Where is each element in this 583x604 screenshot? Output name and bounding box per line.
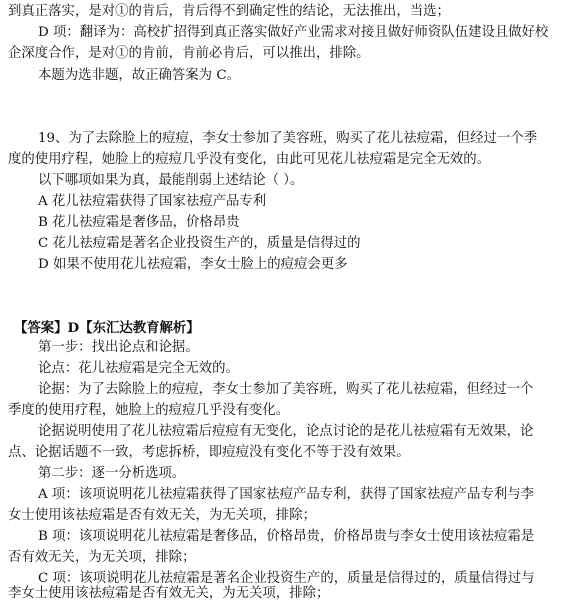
option-c: C 花儿祛痘霜是著名企业投资生产的，质量是信得过的 [38,236,361,251]
answer-heading: 【答案】D【东汇达教育解析】 [14,320,200,336]
prev-analysis-conclusion: 本题为选非题，故正确答案为 C。 [38,68,240,83]
question-stem: 19、为了去除脸上的痘痘，李女士参加了美容班，购买了花儿祛痘霜，但经过一个季 [38,131,538,146]
option-a: A 花儿祛痘霜获得了国家祛痘产品专利 [38,194,267,209]
analysis-step-2: 第二步：逐一分析选项。 [38,466,186,481]
analysis-claim: 论点：花儿祛痘霜是完全无效的。 [38,361,239,376]
option-d: D 如果不使用花儿祛痘霜，李女士脸上的痘痘会更多 [38,257,348,272]
analysis-step-1: 第一步：找出论点和论据。 [38,340,199,355]
analysis-explanation: 点、论据话题不一致，考虑拆桥，即痘痘没有变化不等于没有效果。 [8,445,410,460]
analysis-option-c: C 项：该项说明花儿祛痘霜是著名企业投资生产的，质量是信得过的，质量信得过与 [38,571,535,586]
prev-analysis-line: 企深度合作，是对①的肯前，肯前必肯后，可以推出，排除。 [8,46,370,61]
analysis-option-b: B 项：该项说明花儿祛痘霜是奢侈品，价格昂贵，价格昂贵与李女士使用该祛痘霜是 [38,529,535,544]
analysis-explanation: 论据说明使用了花儿祛痘霜后痘痘有无变化，论点讨论的是花儿祛痘霜有无效果，论 [38,424,534,439]
question-prompt: 以下哪项如果为真，最能削弱上述结论（ ）。 [38,173,304,188]
prev-analysis-line: 到真正落实，是对①的肯后，肯后得不到确定性的结论，无法推出，当选； [8,4,450,19]
analysis-evidence: 季度的使用疗程，她脸上的痘痘几乎没有变化。 [8,403,290,418]
analysis-evidence: 论据：为了去除脸上的痘痘，李女士参加了美容班，购买了花儿祛痘霜，但经过一个 [38,382,534,397]
analysis-option-a: 女士使用该祛痘霜是否有效无关，为无关项，排除； [8,508,316,523]
analysis-option-a: A 项：该项说明花儿祛痘霜获得了国家祛痘产品专利，获得了国家祛痘产品专利与李 [38,487,534,502]
question-stem: 度的使用疗程，她脸上的痘痘几乎没有变化，由此可见花儿祛痘霜是完全无效的。 [8,152,491,167]
analysis-option-c: 李女士使用该祛痘霜是否有效无关，为无关项，排除； [8,586,330,601]
prev-analysis-option-d: D 项：翻译为：高校扩招得到真正落实做好产业需求对接且做好师资队伍建设且做好校 [38,25,549,40]
option-b: B 花儿祛痘霜是奢侈品，价格昂贵 [38,215,240,230]
analysis-option-b: 否有效无关，为无关项，排除； [8,550,196,565]
